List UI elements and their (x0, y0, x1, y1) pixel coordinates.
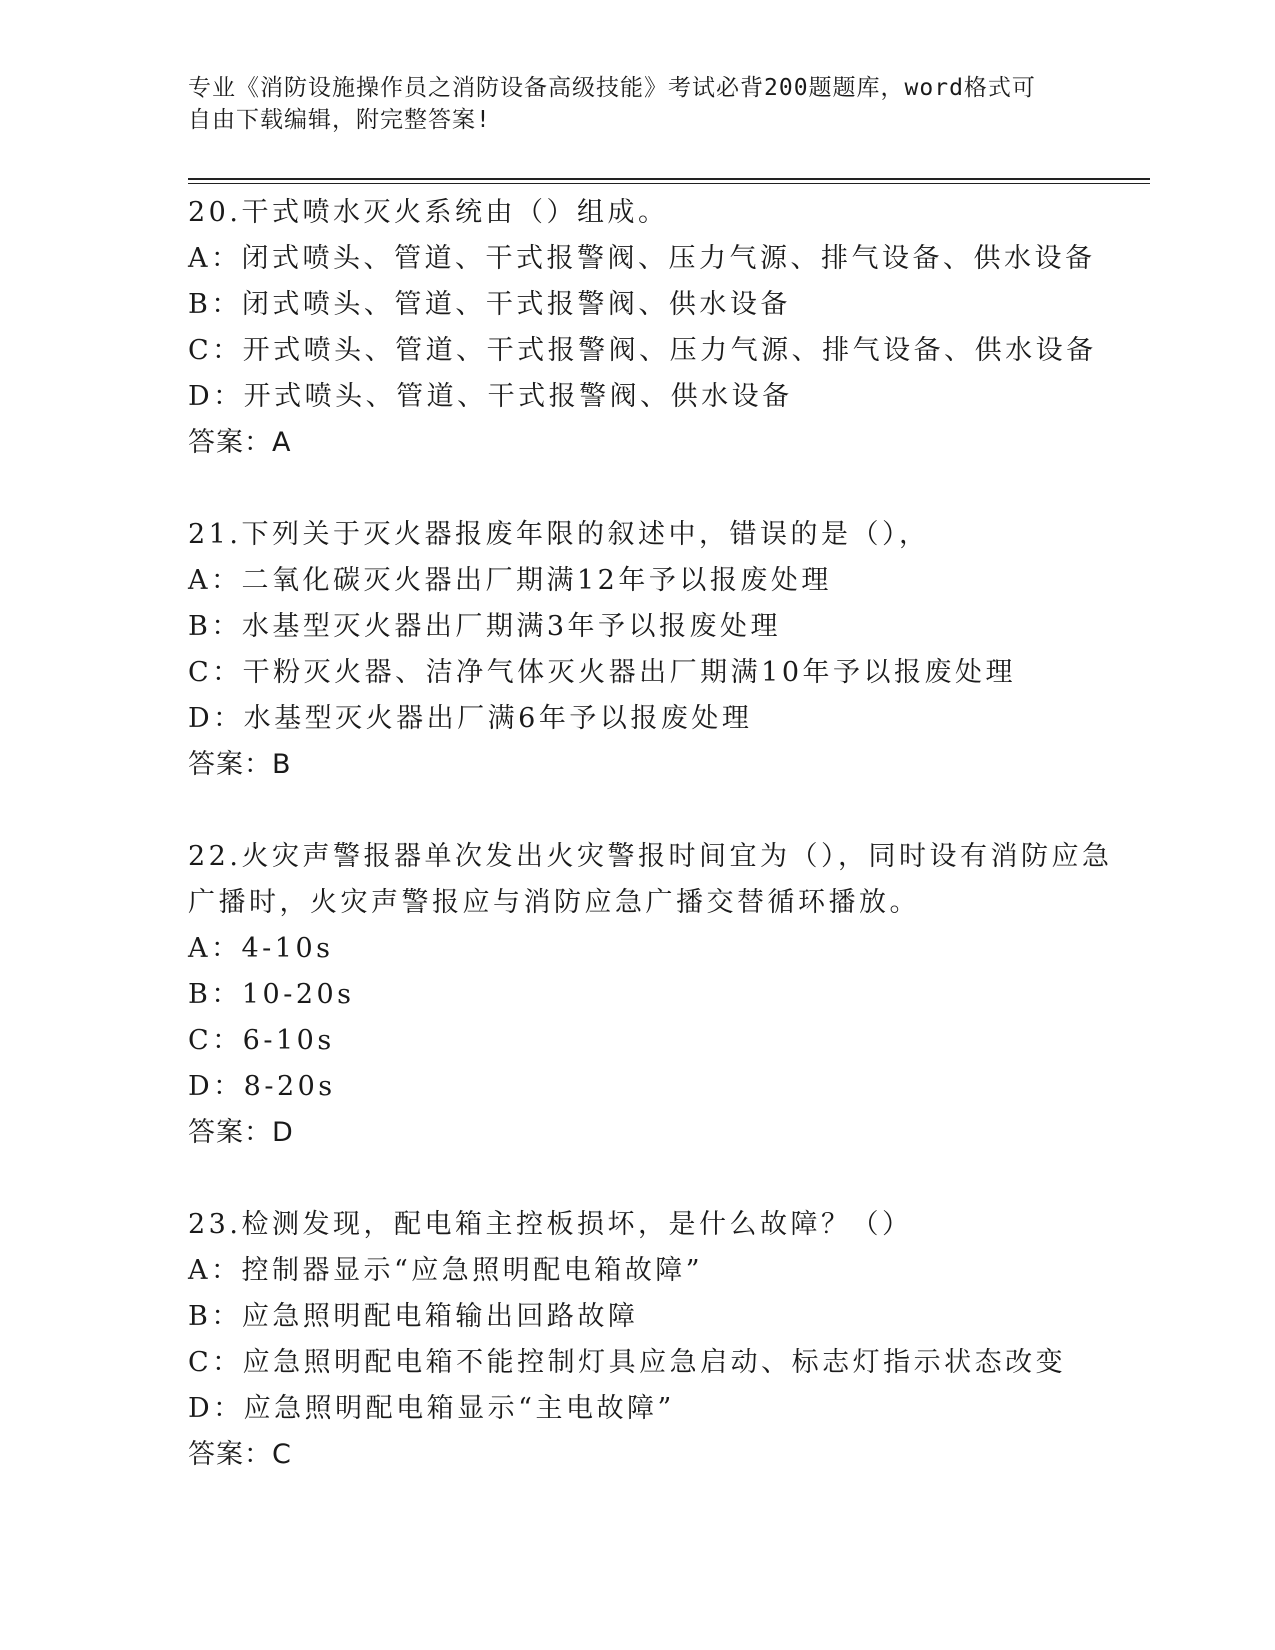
question-stem: 21.下列关于灭火器报废年限的叙述中，错误的是（）， (188, 519, 930, 550)
question-20 (188, 190, 1148, 466)
option-a: A：闭式喷头、管道、干式报警阀、压力气源、排气设备、供水设备 (188, 243, 1096, 274)
header-divider-thin (188, 183, 1150, 184)
question-list (188, 190, 1148, 1524)
header-line-2: 自由下载编辑，附完整答案! (188, 107, 491, 133)
question-stem: 22.火灾声警报器单次发出火灾警报时间宜为（），同时设有消防应急 (188, 841, 1113, 872)
option-b: B：10-20s (188, 979, 355, 1010)
header-divider-thick (188, 178, 1150, 180)
option-d: D：应急照明配电箱显示“主电故障” (188, 1393, 675, 1424)
answer-label: 答案：A (188, 427, 292, 458)
option-a: A：4-10s (188, 933, 334, 964)
option-d: D：水基型灭火器出厂满6年予以报废处理 (188, 703, 753, 734)
option-c: C：应急照明配电箱不能控制灯具应急启动、标志灯指示状态改变 (188, 1347, 1067, 1378)
question-22 (188, 834, 1148, 1156)
option-c: C：开式喷头、管道、干式报警阀、压力气源、排气设备、供水设备 (188, 335, 1097, 366)
option-d: D：8-20s (188, 1071, 336, 1102)
option-a: A：控制器显示“应急照明配电箱故障” (188, 1255, 704, 1286)
option-a: A：二氧化碳灭火器出厂期满12年予以报废处理 (188, 565, 832, 596)
question-23 (188, 1202, 1148, 1478)
answer-label: 答案：D (188, 1117, 294, 1148)
document-header (188, 72, 1068, 136)
option-b: B：应急照明配电箱输出回路故障 (188, 1301, 639, 1332)
answer-label: 答案：C (188, 1439, 292, 1470)
question-21 (188, 512, 1148, 788)
question-stem-continued: 广播时，火灾声警报应与消防应急广播交替循环播放。 (188, 887, 920, 918)
option-b: B：水基型灭火器出厂期满3年予以报废处理 (188, 611, 782, 642)
option-c: C：6-10s (188, 1025, 335, 1056)
answer-label: 答案：B (188, 749, 292, 780)
option-b: B：闭式喷头、管道、干式报警阀、供水设备 (188, 289, 791, 320)
header-line-1: 专业《消防设施操作员之消防设备高级技能》考试必背200题题库，word格式可 (188, 75, 1036, 101)
question-stem: 23.检测发现，配电箱主控板损坏，是什么故障？（） (188, 1209, 913, 1240)
question-stem: 20.干式喷水灭火系统由（）组成。 (188, 197, 669, 228)
option-d: D：开式喷头、管道、干式报警阀、供水设备 (188, 381, 793, 412)
option-c: C：干粉灭火器、洁净气体灭火器出厂期满10年予以报废处理 (188, 657, 1017, 688)
